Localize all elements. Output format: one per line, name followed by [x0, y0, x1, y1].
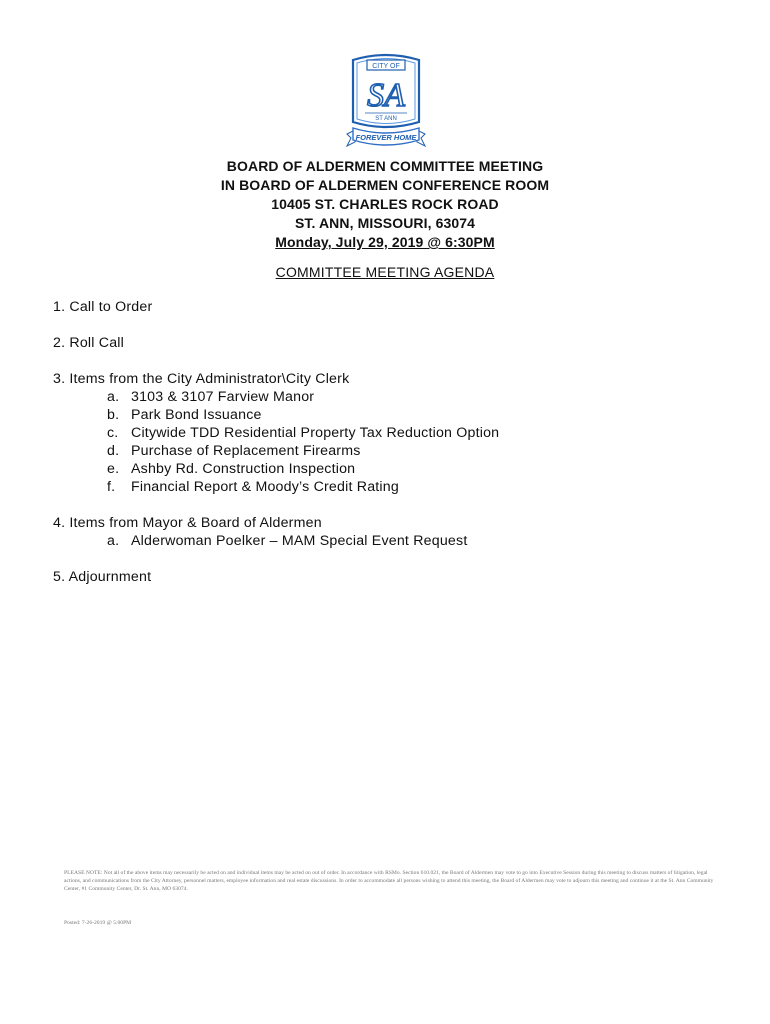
- logo-banner-text: FOREVER HOME: [355, 133, 417, 142]
- header-line-2: IN BOARD OF ALDERMEN CONFERENCE ROOM: [220, 177, 550, 193]
- agenda-section: [53, 568, 733, 586]
- agenda-section-title: 1. Call to Order: [53, 299, 153, 315]
- agenda-subitem: [53, 532, 733, 550]
- agenda-subitem: [53, 424, 733, 442]
- posted-timestamp: Posted: 7-26-2019 @ 5:00PM: [64, 920, 132, 926]
- agenda-section: [53, 298, 733, 316]
- header-line-1: BOARD OF ALDERMEN COMMITTEE MEETING: [226, 158, 544, 174]
- subitem-text: Financial Report & Moody’s Credit Rating: [131, 479, 399, 495]
- meeting-header: [0, 157, 770, 252]
- subitem-text: Purchase of Replacement Firearms: [131, 443, 361, 459]
- agenda-list: [53, 298, 733, 604]
- meeting-date: Monday, July 29, 2019 @ 6:30PM: [275, 234, 495, 250]
- agenda-section: [53, 370, 733, 496]
- agenda-title: COMMITTEE MEETING AGENDA: [275, 264, 495, 280]
- agenda-section-title: 5. Adjournment: [53, 569, 152, 585]
- subitem-text: Park Bond Issuance: [131, 407, 262, 423]
- subitem-letter: f.: [107, 479, 116, 495]
- subitem-letter: b.: [107, 407, 120, 423]
- agenda-subitem: [53, 388, 733, 406]
- agenda-section-title: 3. Items from the City Administrator\City Clerk: [53, 371, 350, 387]
- subitem-letter: d.: [107, 443, 120, 459]
- agenda-section: [53, 334, 733, 352]
- subitem-letter: a.: [107, 389, 120, 405]
- subitem-text: Citywide TDD Residential Property Tax Reduction Option: [131, 425, 500, 441]
- subitem-letter: e.: [107, 461, 120, 477]
- logo-bottom-text: ST ANN: [375, 116, 397, 122]
- city-logo: [345, 50, 427, 154]
- agenda-subitem: [53, 406, 733, 424]
- subitem-text: Alderwoman Poelker – MAM Special Event Request: [131, 533, 468, 549]
- subitem-letter: a.: [107, 533, 120, 549]
- logo-top-text: CITY OF: [372, 63, 400, 70]
- subitem-text: 3103 & 3107 Farview Manor: [131, 389, 315, 405]
- agenda-section: [53, 514, 733, 550]
- agenda-subitem: [53, 460, 733, 478]
- agenda-section-title: 4. Items from Mayor & Board of Aldermen: [53, 515, 322, 531]
- agenda-section-title: 2. Roll Call: [53, 335, 124, 351]
- header-city: ST. ANN, MISSOURI, 63074: [294, 215, 476, 231]
- subitem-text: Ashby Rd. Construction Inspection: [131, 461, 356, 477]
- header-address: 10405 ST. CHARLES ROCK ROAD: [271, 196, 499, 212]
- agenda-subitem: [53, 478, 733, 496]
- subitem-letter: c.: [107, 425, 119, 441]
- agenda-subitem: [53, 442, 733, 460]
- logo-monogram: SA: [367, 77, 405, 114]
- legal-notice: PLEASE NOTE: Not all of the above items may necessarily be acted on and individual items may be acted on out of order. In accordance with RSMo. Section 610.021, the Board of Aldermen may vote to go into Executive Session during this meeting to discuss matters of litigation, legal actions, and communications from the City Attorney, personnel matters, employee information and real estate discussions. In order to accommodate all persons wishing to attend this meeting, the Board of Aldermen may vote to adjourn this meeting and continue it at the St. Ann Community Center, #1 Community Center, Dr. St. Ann, MO 63074.: [64, 870, 714, 892]
